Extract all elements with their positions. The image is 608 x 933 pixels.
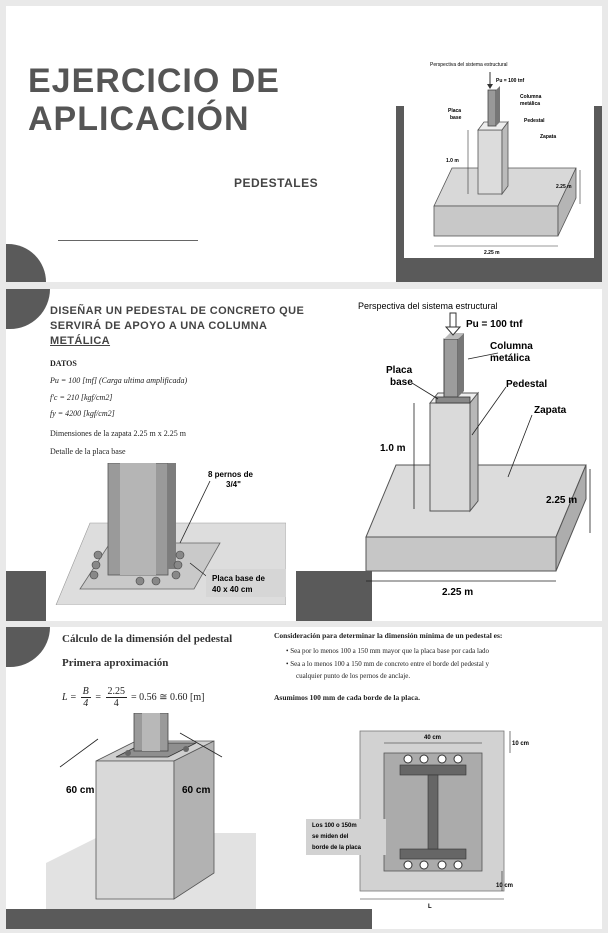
slide2-detalle-line: Detalle de la placa base [50,447,126,456]
slide3-calc-title: Cálculo de la dimensión del pedestal [62,633,233,645]
fig3-pu: Pu = 100 tnf [466,319,523,330]
fig3-pedestal: Pedestal [506,379,548,390]
slide2-base-plate-figure [50,463,286,605]
fig5-note-2: se miden del [312,834,349,840]
slide1-title-line1: EJERCICIO DE [28,62,280,100]
slide3-assume-line: Asumimos 100 mm de cada borde de la placa. [274,693,421,702]
formula-L: L = [62,691,77,703]
slide-problem-statement [6,289,602,621]
fig4-dim-right: 60 cm [182,785,211,796]
slide1-subtitle: PEDESTALES [234,176,319,190]
fig2-pernos-2: 3/4" [226,480,241,489]
formula-result: = 0.56 ≅ 0.60 [m] [131,691,205,703]
slide3-consideration-title: Consideración para determinar la dimensión mínima de un pedestal es: [274,631,503,640]
slide3-corner-decoration [6,627,50,667]
slide2-datos: DATOS [50,359,77,368]
slide2-dims-line: Dimensiones de la zapata 2.25 m x 2.25 m [50,429,186,438]
slide1-corner-decoration [6,244,46,282]
formula-4b: 4 [113,697,119,709]
slide2-corner-decoration [6,289,50,329]
slide2-structure-figure [356,299,598,599]
formula-B: B [82,685,89,697]
fig1-height: 1.0 m [446,158,459,164]
fig3-columna-1: Columna [490,341,533,352]
slide3-bullet2 [286,660,489,668]
fig3-placa-2: base [390,377,413,388]
slide2-pu-line: Pu = 100 [tnf] (Carga ultima amplificada) [50,376,188,385]
slide-calculation [6,627,602,929]
fig5-10cm-top: 10 cm [512,741,530,747]
fig3-height: 1.0 m [380,443,406,454]
fig3-placa-1: Placa [386,365,413,376]
fig3-title: Perspectiva del sistema estructural [358,301,498,311]
slide2-dark-bar-left [6,571,46,621]
formula-frac1 [81,686,91,709]
slide2-heading-line1: DISEÑAR UN PEDESTAL DE CONCRETO QUE [50,305,305,317]
fig3-zapata: Zapata [534,405,567,416]
slide1-title-line2: APLICACIÓN [28,100,250,138]
formula-eq: = [94,691,102,703]
fig1-title: Perspectiva del sistema estructural [430,62,508,68]
bullet2-dot: • [286,660,291,668]
fig5-L: L [428,904,432,910]
slide1-underline [58,240,198,241]
fig1-width: 2.25 m [484,250,500,256]
fig1-pedestal: Pedestal [524,118,545,124]
fig5-10cm-bottom: 10 cm [496,883,514,889]
slide2-heading-line2: SERVIRÁ DE APOYO A UNA COLUMNA [50,320,268,332]
fig3-columna-2: metálica [490,353,531,364]
bullet1-text: Sea por lo menos 100 a 150 mm mayor que la placa base por cada lado [290,647,490,655]
fig1-side: 2.25 m [556,184,572,190]
slide3-formula [62,677,204,717]
slide3-plan-figure [306,725,542,911]
fig1-placa-2: base [450,115,462,121]
fig2-placa-1: Placa base de [212,574,265,583]
fig4-dim-left: 60 cm [66,785,95,796]
fig5-40cm: 40 cm [424,735,442,741]
slide2-heading-line3: METÁLICA [50,335,111,347]
formula-frac2 [106,686,128,709]
formula-225: 2.25 [107,685,125,697]
slide2-fc-line: f'c = 210 [kgf/cm2] [50,393,113,402]
slide3-approx-title: Primera aproximación [62,657,169,669]
fig1-placa-1: Placa [448,108,462,114]
slide-title [6,6,602,282]
slide3-pedestal-figure [46,713,256,909]
fig2-pernos-1: 8 pernos de [208,470,253,479]
fig1-columna-2: metálica [520,101,541,107]
fig3-side: 2.25 m [546,495,578,506]
formula-4a: 4 [83,697,89,709]
slide3-dark-bar-bottom [6,909,372,929]
bullet1-dot: • [286,647,291,655]
fig2-placa-2: 40 x 40 cm [212,585,253,594]
fig1-zapata: Zapata [540,134,557,140]
fig3-width: 2.25 m [442,587,474,598]
bullet2-text-2: cualquier punto de los pernos de anclaje. [296,672,411,680]
fig5-note-3: borde de la placa [312,845,362,851]
slide1-structure-figure [404,58,594,258]
fig1-pu: Pu = 100 tnf [496,78,525,84]
bullet2-text-1: Sea a lo menos 100 a 150 mm de concreto entre el borde del pedestal y [290,660,490,668]
fig5-note-1: Los 100 o 150m [312,823,357,829]
fig1-columna-1: Columna [520,94,542,100]
slide2-fy-line: fy = 4200 [kgf/cm2] [50,409,115,418]
slide3-bullet1 [286,647,489,655]
